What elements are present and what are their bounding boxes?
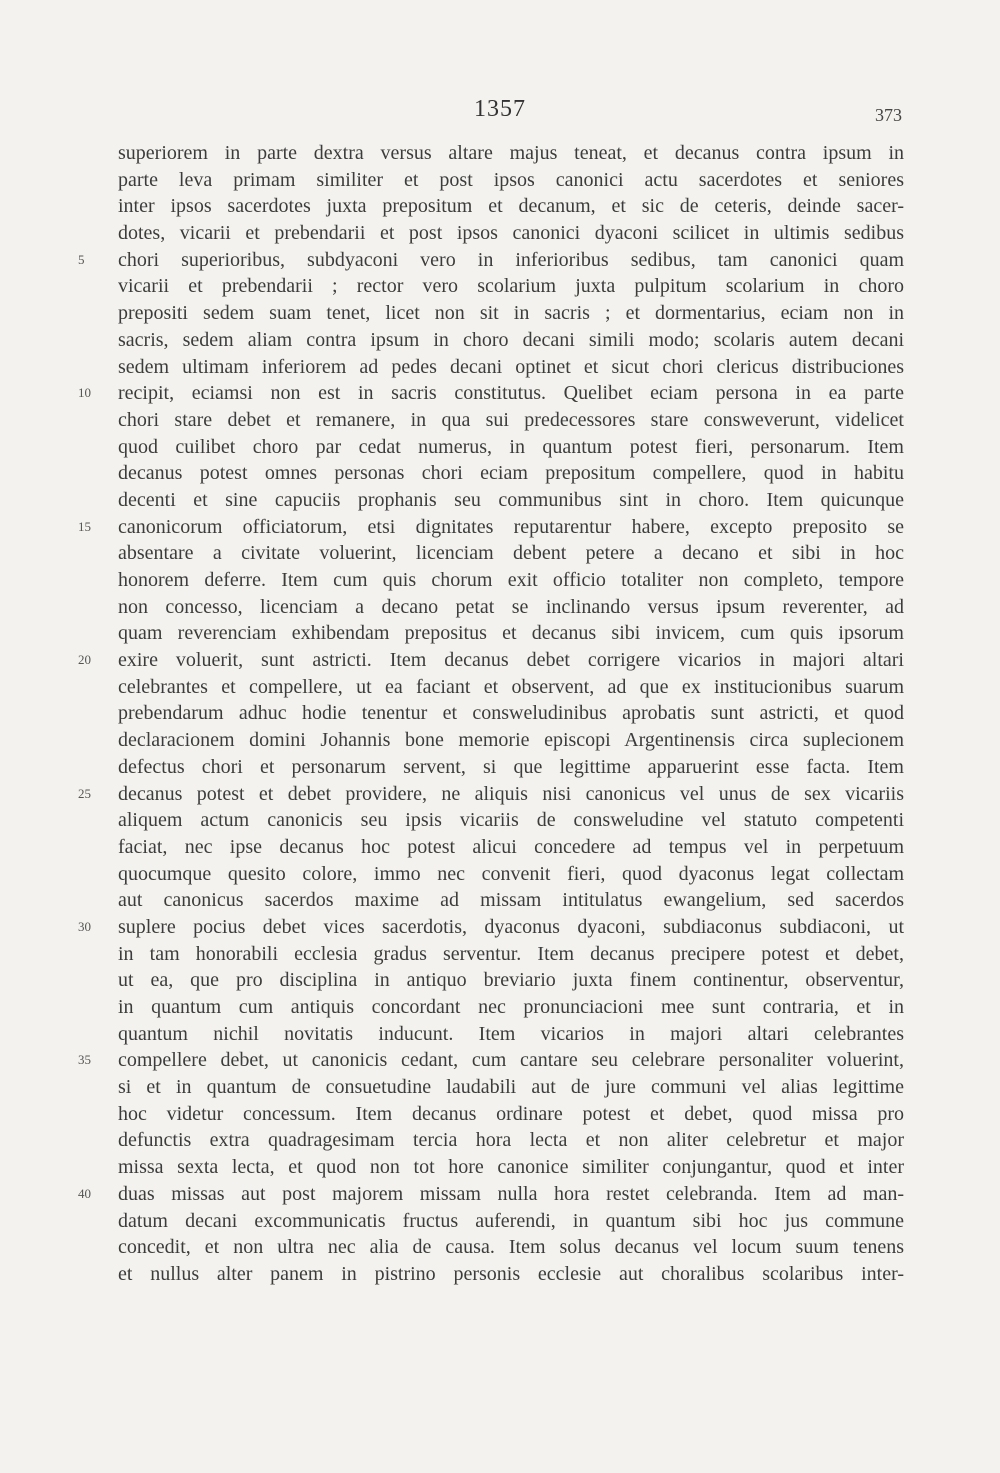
line-text: concedit, et non ultra nec alia de causa. Item solus decanus vel locum suum tenens bbox=[118, 1236, 904, 1259]
line-text: in quantum cum antiquis concordant nec pronunciacioni mee sunt contraria, et in bbox=[118, 996, 904, 1018]
line-number: 5 bbox=[78, 251, 85, 267]
text-line bbox=[118, 300, 904, 327]
line-text: absentare a civitate voluerint, licenciam debent petere a decano et sibi in hoc bbox=[118, 542, 904, 565]
line-number: 40 bbox=[78, 1185, 91, 1201]
text-line bbox=[118, 994, 904, 1021]
text-line bbox=[118, 567, 904, 594]
line-text: honorem deferre. Item cum quis chorum exit officio totaliter non completo, tempore bbox=[118, 569, 904, 591]
page-number: 373 bbox=[875, 105, 902, 125]
line-number: 25 bbox=[78, 785, 91, 801]
text-line bbox=[118, 1101, 904, 1128]
line-text: quam reverenciam exhibendam prepositus et decanus sibi invicem, cum quis ipsorum bbox=[118, 622, 904, 645]
text-line bbox=[78, 914, 904, 941]
line-number: 20 bbox=[78, 652, 91, 668]
text-line bbox=[118, 167, 904, 194]
line-text: sacris, sedem aliam contra ipsum in choro decani simili modo; scolaris autem decani bbox=[118, 328, 904, 351]
line-text: quantum nichil novitatis inducunt. Item vicarios in majori altari celebrantes bbox=[118, 1022, 904, 1045]
body-text bbox=[78, 140, 904, 1288]
text-line bbox=[118, 807, 904, 834]
page-year-heading: 1357 bbox=[474, 96, 526, 122]
text-line bbox=[78, 647, 904, 674]
line-text: decanus potest omnes personas chori eciam prepositum compellere, quod in habitu bbox=[118, 462, 904, 485]
line-text: duas missas aut post majorem missam nulla hora restet celebranda. Item ad man- bbox=[118, 1182, 904, 1205]
line-text: faciat, nec ipse decanus hoc potest alicui concedere ad tempus vel in perpetuum bbox=[118, 835, 904, 858]
text-line bbox=[118, 594, 904, 621]
text-line bbox=[118, 220, 904, 247]
line-text: sedem ultimam inferiorem ad pedes decani optinet et sicut chori clericus distribuciones bbox=[118, 355, 904, 378]
text-line bbox=[118, 1234, 904, 1261]
line-text: defectus chori et personarum servent, si que legittime apparuerint esse facta. Item bbox=[118, 755, 904, 778]
line-text: canonicorum officiatorum, etsi dignitates reputarentur habere, excepto preposito se bbox=[118, 515, 904, 538]
text-line bbox=[118, 1261, 904, 1288]
text-line bbox=[118, 1127, 904, 1154]
text-line bbox=[118, 967, 904, 994]
line-text: superiorem in parte dextra versus altare majus teneat, et decanus contra ipsum in bbox=[118, 142, 904, 164]
text-line bbox=[118, 861, 904, 888]
line-text: prepositi sedem suam tenet, licet non sit in sacris ; et dormentarius, eciam non in bbox=[118, 302, 904, 325]
line-text: quod cuilibet choro par cedat numerus, in quantum potest fieri, personarum. Item bbox=[118, 435, 904, 458]
line-text: missa sexta lecta, et quod non tot hore canonice similiter conjungantur, quod et inter bbox=[118, 1156, 904, 1179]
line-text: datum decani excommunicatis fructus auferendi, in quantum sibi hoc jus commune bbox=[118, 1209, 904, 1232]
text-line bbox=[118, 1154, 904, 1181]
text-line bbox=[118, 1074, 904, 1101]
text-line bbox=[78, 1047, 904, 1074]
line-number: 30 bbox=[78, 918, 91, 934]
text-line bbox=[118, 460, 904, 487]
text-line bbox=[118, 540, 904, 567]
text-line bbox=[118, 700, 904, 727]
text-line bbox=[118, 407, 904, 434]
line-text: si et in quantum de consuetudine laudabili aut de jure communi vel alias legittime bbox=[118, 1076, 904, 1099]
text-line bbox=[78, 380, 904, 407]
line-text: et nullus alter panem in pistrino personis ecclesie aut choralibus scolaribus inter- bbox=[118, 1262, 904, 1285]
text-line bbox=[118, 941, 904, 968]
text-line bbox=[78, 514, 904, 541]
line-text: declaracionem domini Johannis bone memorie episcopi Argentinensis circa suplecionem bbox=[118, 729, 904, 752]
line-text: dotes, vicarii et prebendarii et post ipsos canonici dyaconi scilicet in ultimis sedibus bbox=[118, 222, 904, 245]
text-line bbox=[118, 727, 904, 754]
line-text: aliquem actum canonicis seu ipsis vicariis de consweludine vel statuto competenti bbox=[118, 809, 904, 832]
text-line bbox=[118, 354, 904, 381]
text-line bbox=[118, 834, 904, 861]
text-line bbox=[118, 434, 904, 461]
text-line bbox=[78, 247, 904, 274]
line-text: in tam honorabili ecclesia gradus serventur. Item decanus precipere potest et debet, bbox=[118, 942, 904, 965]
line-text: exire voluerit, sunt astricti. Item decanus debet corrigere vicarios in majori altari bbox=[118, 649, 904, 672]
text-line bbox=[78, 1181, 904, 1208]
line-text: decenti et sine capuciis prophanis seu communibus sint in choro. Item quicunque bbox=[118, 488, 904, 511]
text-line bbox=[118, 1208, 904, 1235]
line-text: non concesso, licenciam a decano petat se inclinando versus ipsum reverenter, ad bbox=[118, 595, 904, 618]
line-text: ut ea, que pro disciplina in antiquo breviario juxta finem continentur, observentur, bbox=[118, 969, 904, 992]
text-line bbox=[118, 273, 904, 300]
line-text: chori superioribus, subdyaconi vero in inferioribus sedibus, tam canonici quam bbox=[118, 248, 904, 271]
text-line bbox=[118, 487, 904, 514]
line-text: recipit, eciamsi non est in sacris constitutus. Quelibet eciam persona in ea parte bbox=[118, 382, 904, 405]
text-line bbox=[118, 887, 904, 914]
text-line bbox=[118, 674, 904, 701]
text-line bbox=[118, 140, 904, 167]
line-text: chori stare debet et remanere, in qua sui predecessores stare consweverunt, videlicet bbox=[118, 408, 904, 431]
text-line bbox=[118, 1021, 904, 1048]
line-text: aut canonicus sacerdos maxime ad missam intitulatus ewangelium, sed sacerdos bbox=[118, 889, 904, 912]
line-text: celebrantes et compellere, ut ea faciant et observent, ad que ex institucionibus suarum bbox=[118, 675, 904, 698]
text-line bbox=[118, 754, 904, 781]
line-text: compellere debet, ut canonicis cedant, cum cantare seu celebrare personaliter voluerint, bbox=[118, 1049, 904, 1072]
line-text: quocumque quesito colore, immo nec convenit fieri, quod dyaconus legat collectam bbox=[118, 862, 904, 885]
line-text: inter ipsos sacerdotes juxta prepositum et decanum, et sic de ceteris, deinde sacer- bbox=[118, 195, 904, 218]
line-text: parte leva primam similiter et post ipsos canonici actu sacerdotes et seniores bbox=[118, 168, 904, 191]
line-number: 35 bbox=[78, 1052, 91, 1068]
line-text: hoc videtur concessum. Item decanus ordinare potest et debet, quod missa pro bbox=[118, 1102, 904, 1125]
line-text: vicarii et prebendarii ; rector vero scolarium juxta pulpitum scolarium in choro bbox=[118, 275, 904, 298]
line-text: suplere pocius debet vices sacerdotis, dyaconus dyaconi, subdiaconus subdiaconi, ut bbox=[118, 915, 904, 938]
text-line bbox=[118, 620, 904, 647]
text-line bbox=[118, 327, 904, 354]
text-line bbox=[118, 193, 904, 220]
line-number: 15 bbox=[78, 518, 91, 534]
line-text: decanus potest et debet providere, ne aliquis nisi canonicus vel unus de sex vicariis bbox=[118, 782, 904, 805]
line-text: defunctis extra quadragesimam tercia hora lecta et non aliter celebretur et major bbox=[118, 1129, 904, 1152]
text-line bbox=[78, 781, 904, 808]
line-number: 10 bbox=[78, 385, 91, 401]
line-text: prebendarum adhuc hodie tenentur et consweludinibus aprobatis sunt astricti, et quod bbox=[118, 702, 904, 725]
